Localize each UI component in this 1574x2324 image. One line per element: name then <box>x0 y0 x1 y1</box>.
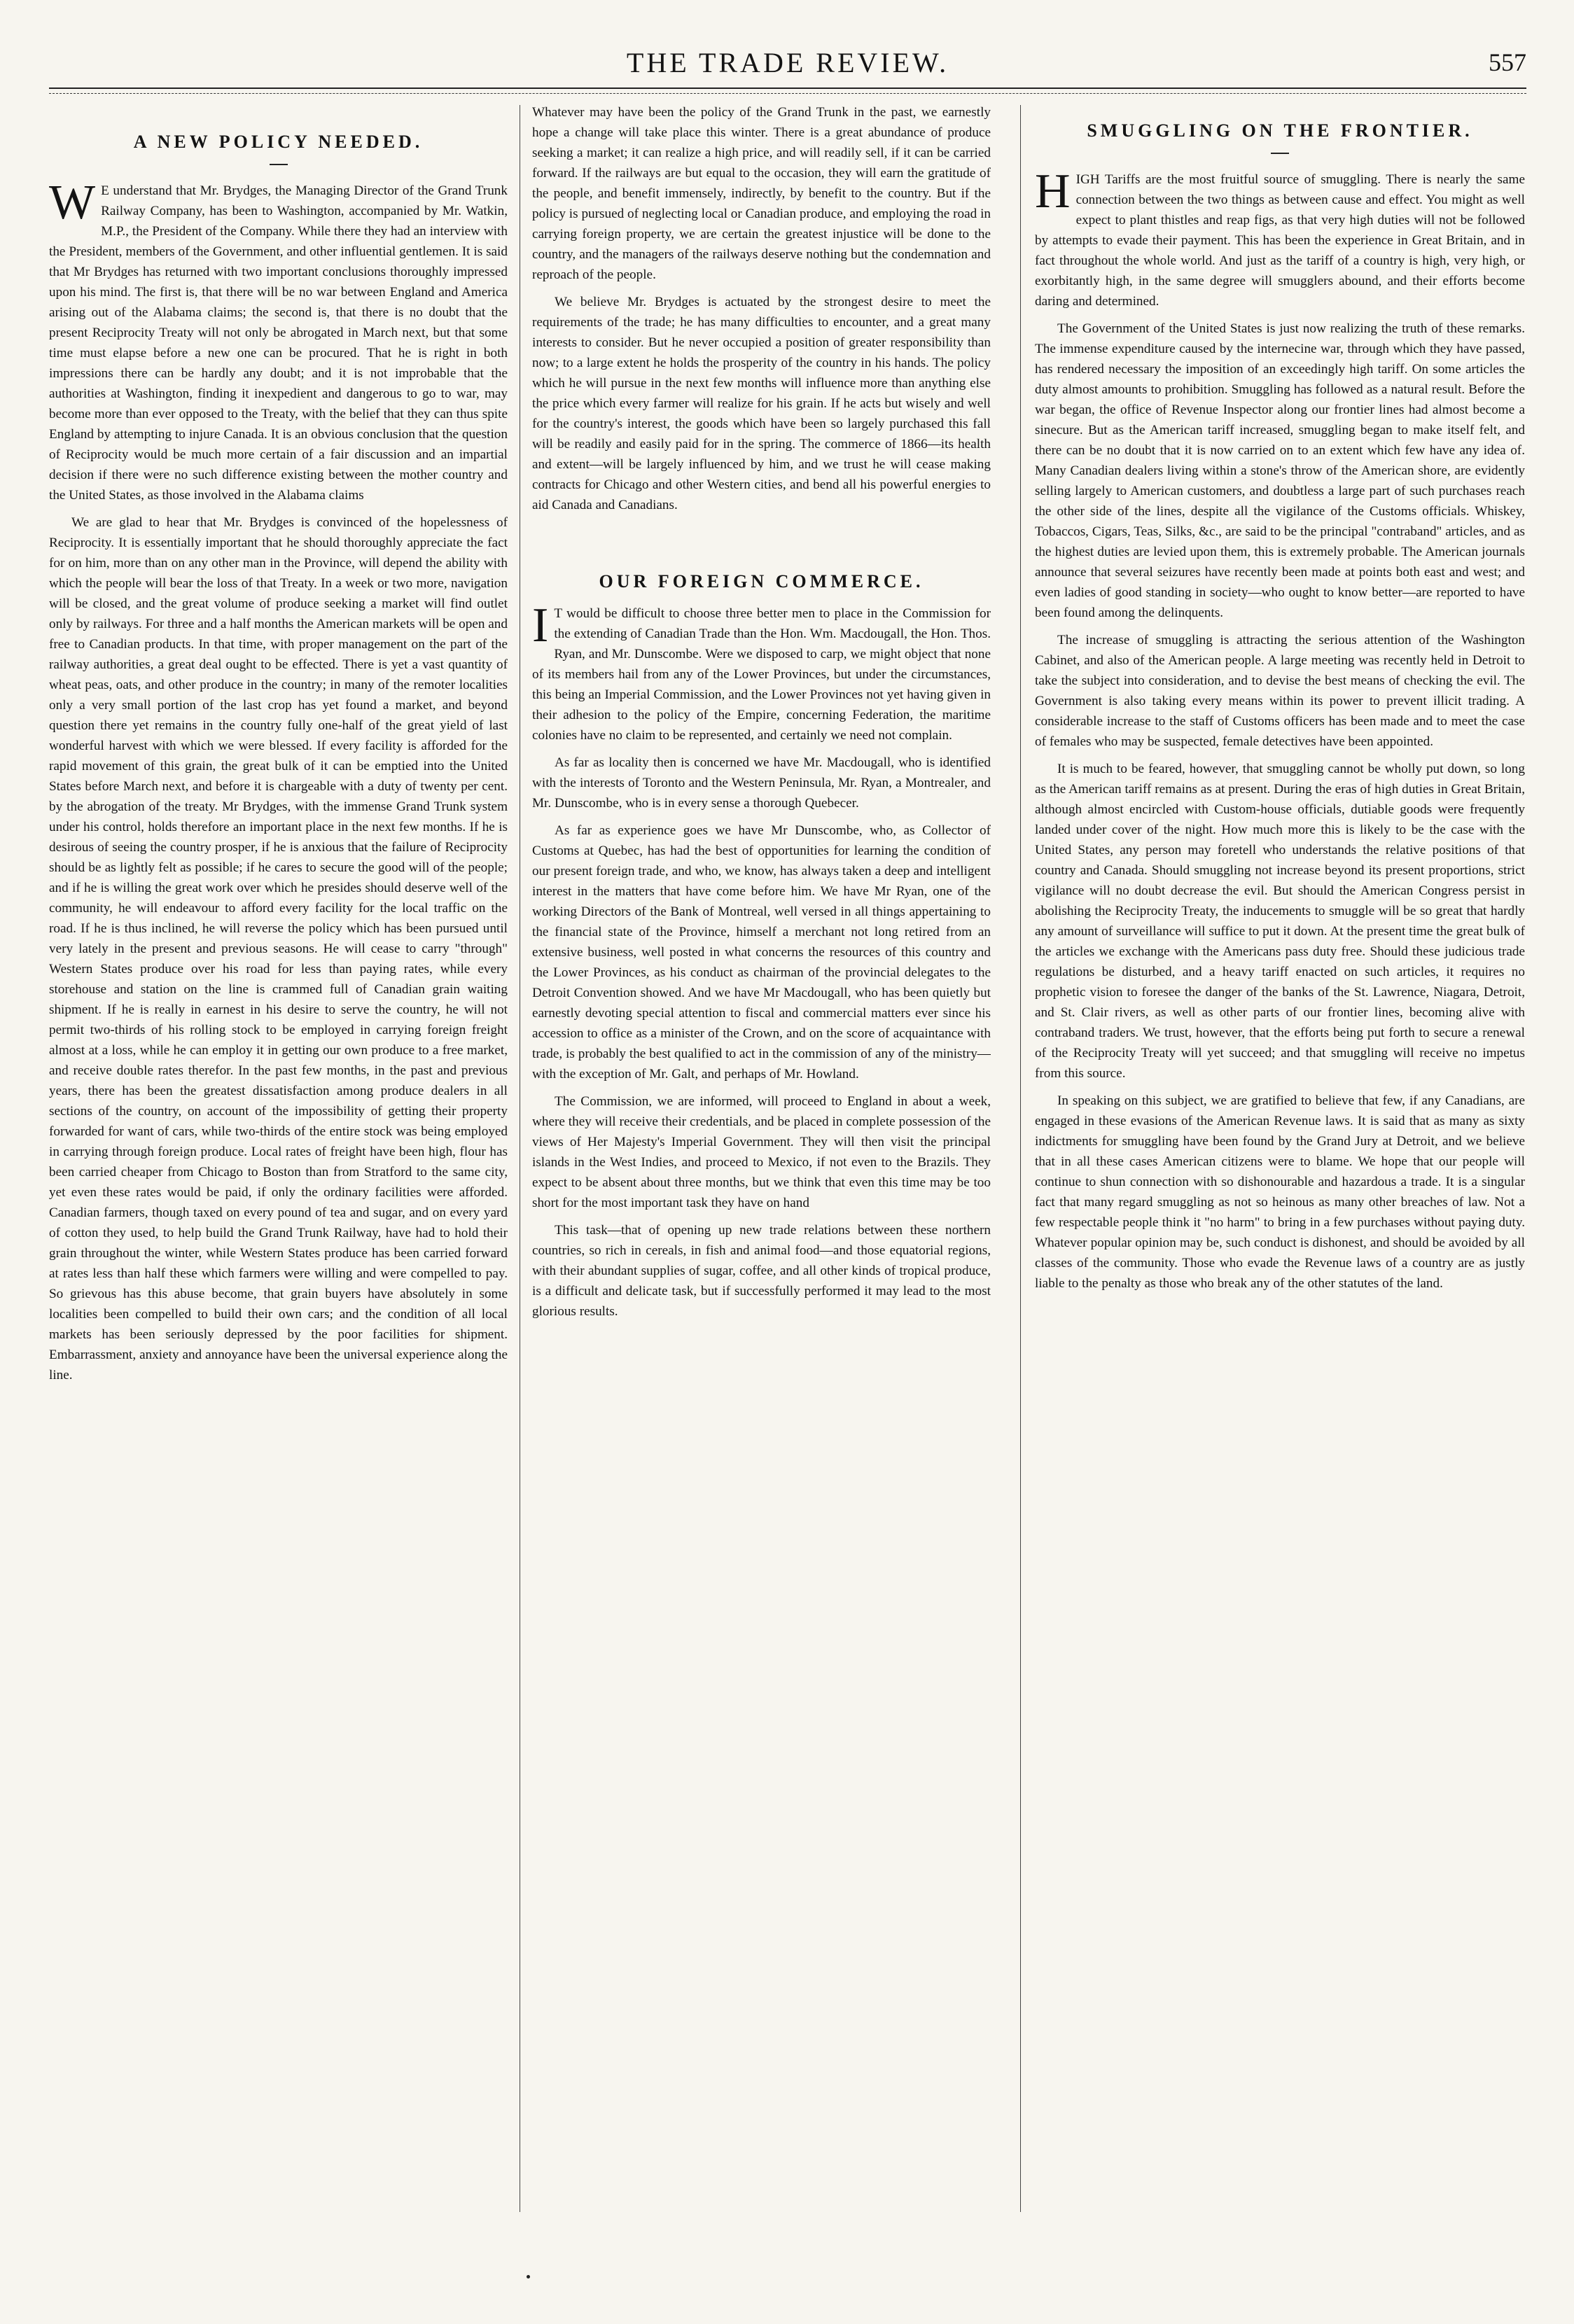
headline-separator <box>270 164 288 165</box>
article-paragraph: As far as experience goes we have Mr Dunscombe, who, as Collector of Customs at Quebec, has had the best of opportunities for learning the condition of our present foreign trade, and who, we know, has always taken a deep and intelligent interest in the matters that have come before him. We have Mr Ryan, one of the working Directors of the Bank of Montreal, well versed in all things appertaining to the financial state of the Province, himself a merchant not long retired from an extensive business, well posted in what concerns the resources of this country and the Lower Provinces, as his conduct as chairman of the provincial delegates to the Detroit Convention showed. And we have Mr Macdougall, who has been quietly but earnestly devoting special attention to fiscal and commercial matters ever since his accession to office as a minister of the Crown, and on the score of acquaintance with trade, is probably the best qualified to act in the commission of any of the ministry—with the exception of Mr. Galt, and perhaps of Mr. Howland. <box>532 823 991 1082</box>
page-number: 557 <box>1489 48 1526 76</box>
article-headline-policy: A NEW POLICY NEEDED. <box>133 132 424 152</box>
headline-separator <box>1271 153 1289 154</box>
column-divider <box>1020 105 1021 2212</box>
drop-cap: I <box>532 598 549 652</box>
article-paragraph: Whatever may have been the policy of the Grand Trunk in the past, we earnestly hope a change will take place this winter. There is a great abundance of produce seeking a market; it can realize a high price, and will readily sell, if it can be carried forward. If the railways are but equal to the occasion, they will earn the gratitude of the people, and benefit immensely, indirectly, by benefit to the country. But if the policy is pursued of neglecting local or Canadian produce, and employing the road in carrying foreign property, we are certain the greatest injustice will be done to the country, and the managers of the railways deserve nothing but the condemnation and reproach of the people. <box>532 105 991 282</box>
article-paragraph: W E understand that Mr. Brydges, the Managing Director of the Grand Trunk Railway Company, has been to Washington, accompanied by Mr. Watkin, M.P., the President of the Company. While there they had an interview with the President, members of the Government, and other influential gentlemen. It is said that Mr Brydges has returned with two important conclusions thoroughly impressed upon his mind. The first is, that there will be no war between England and America arising out of the Alabama claims; the second is, that there is no doubt that the present Reciprocity Treaty will not only be abrogated in March next, but that some time must elapse before a new one can be procured. That he is right in both impressions there can be hardly any doubt; and it is not improbable that the authorities at Washington, finding it inexpedient and dangerous to go to war, may become more than ever opposed to the Treaty, with the belief that they can thus spite England by attempting to injure Canada. It is an obvious conclusion that the question of Reciprocity would be much more certain of a fair discussion and an impartial decision if there were no such difference existing between the mother country and the United States, as those involved in the Alabama claims <box>49 176 508 503</box>
column-1 <box>49 105 508 2212</box>
article-paragraph: As far as locality then is concerned we have Mr. Macdougall, who is identified with the interests of Toronto and the Western Peninsula, Mr. Ryan, a Montrealer, and Mr. Dunscombe, who is in every sense a thorough Quebecer. <box>532 755 991 811</box>
article-paragraph: I T would be difficult to choose three better men to place in the Commission for the extending of Canadian Trade than the Hon. Wm. Macdougall, the Hon. Thos. Ryan, and Mr. Dunscombe. Were we disposed to carp, we might object that none of its members hail from any of the Lower Provinces, but under the circumstances, this being an Imperial Commission, and the Lower Provinces not yet having given in their adhesion to the policy of the Empire, concerning Federation, the maritime colonies have no claim to be represented, and certainly we need not complain. <box>532 598 991 743</box>
column-2 <box>532 105 991 2212</box>
newspaper-title: THE TRADE REVIEW. <box>626 47 949 78</box>
drop-cap: W <box>49 176 96 230</box>
article-paragraph: This task—that of opening up new trade relations between these northern countries, so rich in cereals, in fish and animal food—and those equatorial regions, with their abundant supplies of sugar, coffee, and all other kinds of tropical produce, is a difficult and delicate task, but if successfully performed it may lead to the most glorious results. <box>532 1223 991 1319</box>
article-paragraph: The Commission, we are informed, will proceed to England in about a week, where they will receive their credentials, and be placed in complete possession of the views of Her Majesty's Imperial Government. They will then visit the principal islands in the West Indies, and proceed to Mexico, if not even to the Brazils. They expect to be absent about three months, but we think that even this time may be too short for the most important task they have on hand <box>532 1094 991 1210</box>
footer-dot <box>527 2275 530 2278</box>
header-rule-dashed <box>49 93 1526 94</box>
article-headline-commerce: OUR FOREIGN COMMERCE. <box>599 571 924 592</box>
article-paragraph: HIGH Tariffs are the most fruitful source of smuggling. There is nearly the same connection between the two things as between cause and effect. You might as well expect to plant thistles and reap figs, as that very high duties will not be followed by attempts to evade their payment. This has been the experience in Great Britain, and in fact throughout the whole world. And just as the tariff of a country is high, very high, or exorbitantly high, in the same degree will smugglers abound, and their efforts become daring and determined. <box>1035 164 1525 309</box>
article-paragraph: It is much to be feared, however, that smuggling cannot be wholly put down, so long as the American tariff remains as at present. During the eras of high duties in Great Britain, although almost encircled with Custom-house officials, dutiable goods were frequently landed under cover of the night. How much more this is likely to be the case with the United States, any person may foretell who understands the relative positions of that country and Canada. Should smuggling not increase beyond its present proportions, strict vigilance will no doubt decrease the evil. But should the American Congress persist in abolishing the Reciprocity Treaty, the inducements to smuggle will be so great that hardly any amount of surveillance will suffice to put it down. At the present time the great bulk of the articles we exchange with the Americans pass duty free. Should these judicious trade regulations be disturbed, and a heavy tariff enacted on such articles, it requires no prophetic vision to foresee the danger of the banks of the St. Lawrence, Niagara, Detroit, and St. Clair rivers, as well as other parts of our frontier lines, becoming alive with contraband traders. We trust, however, that the efforts being put forth to secure a renewal of the Reciprocity Treaty will yet succeed; and that smuggling will receive no impetus from this source. <box>1035 762 1525 1081</box>
article-paragraph: We believe Mr. Brydges is actuated by the strongest desire to meet the requirements of the trade; he has many difficulties to encounter, and a great many interests to consider. But he never occupied a position of greater responsibility than now; to a large extent he holds the prosperity of the country in his hands. The policy which he will pursue in the next few months will influence more than anything else the price which every farmer will realize for his grain. If he acts but wisely and well for the country's interest, the goods which have been so largely purchased this fall will be readily and easily paid for in the spring. The commerce of 1866—its health and extent—will be largely influenced by him, and we trust he will cease making contracts for Chicago and other Western cities, and bend all his powerful energies to aid Canada and Canadians. <box>532 295 991 512</box>
article-headline-smuggling: SMUGGLING ON THE FRONTIER. <box>1087 120 1473 141</box>
article-paragraph: The Government of the United States is just now realizing the truth of these remarks. The immense expenditure caused by the internecine war, through which they have passed, has rendered necessary the imposition of an exceedingly high tariff. On some articles the duty almost amounts to prohibition. Smuggling has followed as a natural result. Before the war began, the office of Revenue Inspector along our frontier lines had almost become a sinecure. But as the American tariff increased, smuggling began to make itself felt, and there can be no doubt that it is now carried on to an extent which few have any idea of. Many Canadian dealers living within a stone's throw of the American shore, are evidently selling largely to American customers, and doubtless a large part of such purchases reach the other side of the lines, despite all the vigilance of the Customs officials. Whiskey, Tobaccos, Cigars, Teas, Silks, &c., are said to be the principal "contraband" articles, and as the highest duties are levied upon them, this is extremely probable. The American journals announce that several seizures have recently been made at points both east and west; and even ladies of good standing in society—who ought to know better—are reported to have been found among the delinquents. <box>1035 321 1525 620</box>
header-rule <box>49 88 1526 89</box>
drop-cap: H <box>1035 164 1071 218</box>
article-paragraph: We are glad to hear that Mr. Brydges is convinced of the hopelessness of Reciprocity. It is essentially important that he should thoroughly appreciate the fact for on him, more than on any other man in the Province, will depend the ability with which the people will bear the loss of that Treaty. In a week or two more, navigation will be closed, and the great volume of produce seeking a market will find outlet only by railways. For three and a half months the American markets will be open and free to Canadian products. In that time, with proper management on the part of the railway authorities, a great deal ought to be effected. There is yet a vast quantity of wheat peas, oats, and other produce in the country; in many of the remoter localities only a very small portion of the last crop has yet found a market, and beyond question there yet remains in the country fully one-half of the great yield of last wonderful harvest with which we were blessed. If every facility is afforded for the rapid movement of this grain, the great bulk of it can be emptied into the United States before March next, and before it is chargeable with a duty of twenty per cent. by the abrogation of the treaty. Mr Brydges, with the immense Grand Trunk system under his control, holds therefore an important place in the next few months. If he is desirous of seeing the country prosper, if he is anxious that the failure of Reciprocity should be as lightly felt as possible; if he cares to secure the good will of the people; and if he is willing the great work over which he presides should deserve well of the community, he will endeavour to afford every facility for the local traffic on the road. If he is thus inclined, he will reverse the policy which has been pursued until very lately in the present and previous seasons. He will cease to carry "through" Western States produce over his road for less than paying rates, while every storehouse and station on the line is crammed full of Canadian grain waiting shipment. If he is really in earnest in his desire to serve the country, he will not permit two-thirds of his rolling stock to be employed in carrying foreign freight almost at a loss, while he can employ it in getting our own produce to a free market, and receive double rates therefor. In the past few months, in the past and previous years, there has been the greatest dissatisfaction among produce dealers in all sections of the country, on account of the impossibility of getting their property forwarded for want of cars, while two-thirds of the entire stock was being employed in carrying through foreign produce. Local rates of freight have been high, flour has been carried cheaper from Chicago to Boston than from Stratford to the same city, yet even these rates would be paid, if only the ordinary facilities were afforded. Canadian farmers, though taxed on every pound of tea and sugar, and on every yard of cotton they used, to help build the Grand Trunk Railway, have had to hold their grain throughout the winter, while Western States produce has been carried forward at rates less than half these which farmers were willing and were compelled to pay. So grievous has this abuse become, that grain buyers have absolutely in some localities been compelled to build their own cars; and the condition of all local markets has been seriously depressed by the poor facilities for shipment. Embarrassment, anxiety and annoyance have been the universal experience along the line. <box>49 515 508 1382</box>
column-3 <box>1035 105 1525 2212</box>
masthead <box>49 42 1526 91</box>
article-paragraph: In speaking on this subject, we are gratified to believe that few, if any Canadians, are engaged in these evasions of the American Revenue laws. It is said that as many as sixty indictments for smuggling have been found by the Grand Jury at Detroit, and we believe that in all these cases American citizens were to blame. We hope that our people will continue to shun connection with so dishonourable and hazardous a trade. It is a singular fact that many regard smuggling as not so heinous as many other breaches of law. Not a few respectable people think it "no harm" to bring in a few purchases without paying duty. Whatever popular opinion may be, such conduct is dishonest, and should be avoided by all classes of the community. Those who evade the Revenue laws of a country are as justly liable to the penalty as those who break any of the other statutes of the land. <box>1035 1093 1525 1291</box>
section-gap <box>532 522 991 542</box>
article-paragraph: The increase of smuggling is attracting the serious attention of the Washington Cabinet, and also of the American people. A large meeting was recently held in Detroit to take the subject into consideration, and to devise the best means of checking the evil. The Government is also taking every means within its power to prevent illicit trading. A considerable increase to the staff of Customs officers has been made and to meet the case of females who may be suspected, female detectives have been appointed. <box>1035 633 1525 749</box>
